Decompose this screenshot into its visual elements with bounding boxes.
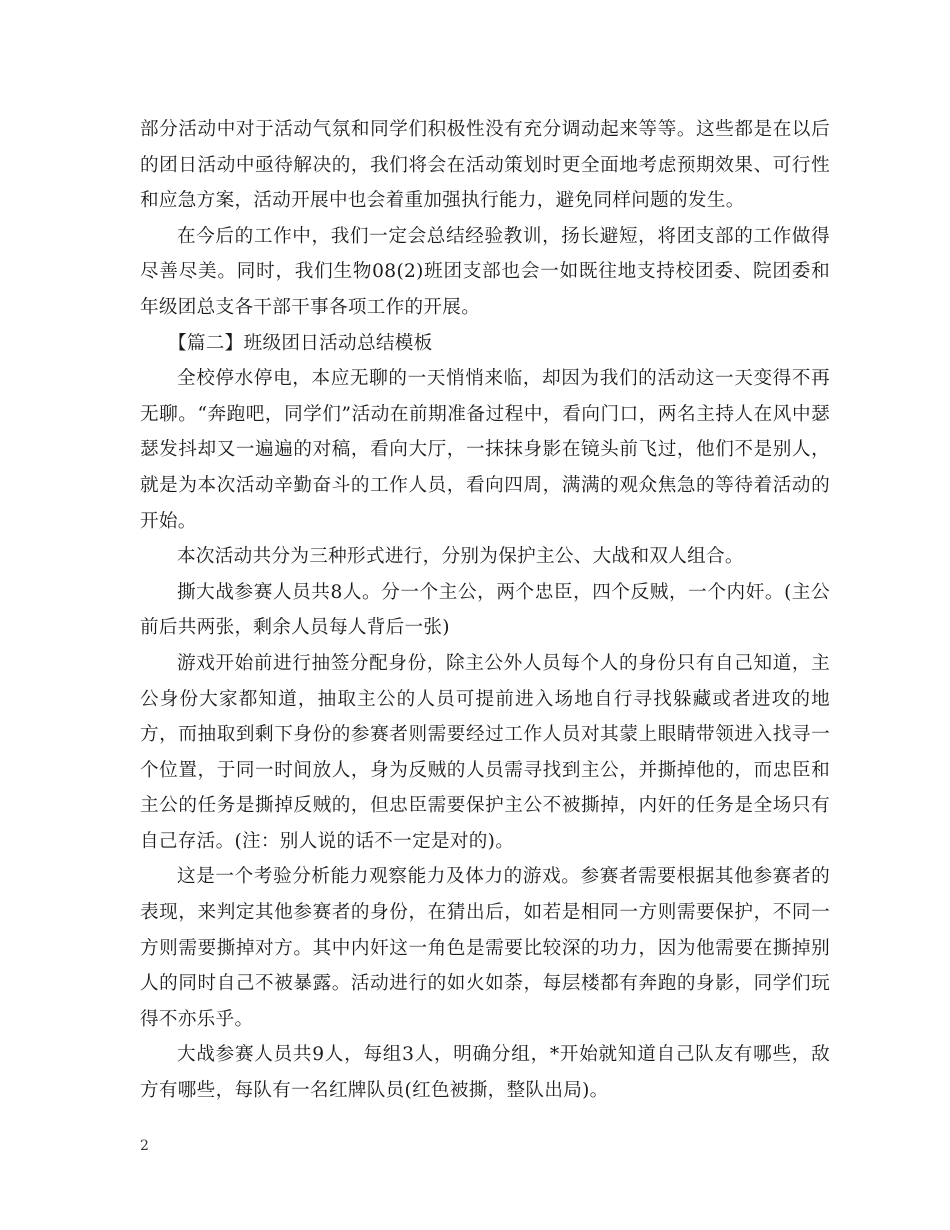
paragraph-3: 全校停水停电，本应无聊的一天悄悄来临，却因为我们的活动这一天变得不再无聊。“奔跑吧，同学们”活动在前期准备过程中，看向门口，两名主持人在风中瑟瑟发抖却又一遍遍的对稿，看向大厅，一抹抹身影在镜头前飞过，他们不是别人，就是为本次活动辛勤奋斗的工作人员，看向四周，满满的观众焦急的等待着活动的开始。 [140,368,830,532]
paragraph-6: 游戏开始前进行抽签分配身份，除主公外人员每个人的身份只有自己知道，主公身份大家都知道，抽取主公的人员可提前进入场地自行寻找躲藏或者进攻的地方，而抽取到剩下身份的参赛者则需要经过工作人员对其蒙上眼睛带领进入找寻一个位置，于同一时间放人，身为反贼的人员需寻找到主公，并撕掉他的，而忠臣和主公的任务是撕掉反贼的，但忠臣需要保护主公不被撕掉，内奸的任务是全场只有自己存活。(注：别人说的话不一定是对的)。 [140,652,830,852]
page-number: 2 [140,1138,149,1154]
document-body [140,112,830,1109]
paragraph-7: 这是一个考验分析能力观察能力及体力的游戏。参赛者需要根据其他参赛者的表现，来判定其他参赛者的身份，在猜出后，如若是相同一方则需要保护，不同一方则需要撕掉对方。其中内奸这一角色是需要比较深的功力，因为他需要在撕掉别人的同时自己不被暴露。活动进行的如火如荼，每层楼都有奔跑的身影，同学们玩得不亦乐乎。 [140,866,830,1030]
paragraph-1: 部分活动中对于活动气氛和同学们积极性没有充分调动起来等等。这些都是在以后的团日活动中亟待解决的，我们将会在活动策划时更全面地考虑预期效果、可行性和应急方案，活动开展中也会着重加强执行能力，避免同样问题的发生。 [140,119,830,212]
paragraph-4: 本次活动共分为三种形式进行，分别为保护主公、大战和双人组合。 [177,546,744,568]
paragraph-2: 在今后的工作中，我们一定会总结经验教训，扬长避短，将团支部的工作做得尽善尽美。同时，我们生物08(2)班团支部也会一如既往地支持校团委、院团委和年级团总支各干部干事各项工作的开展。 [140,225,830,318]
section-heading: 【篇二】班级团日活动总结模板 [168,332,433,354]
paragraph-5: 撕大战参赛人员共8人。分一个主公，两个忠臣，四个反贼，一个内奸。(主公前后共两张，剩余人员每人背后一张) [140,581,830,639]
paragraph-8: 大战参赛人员共9人，每组3人，明确分组，*开始就知道自己队友有哪些，敌方有哪些，每队有一名红牌队员(红色被撕，整队出局)。 [140,1044,830,1102]
